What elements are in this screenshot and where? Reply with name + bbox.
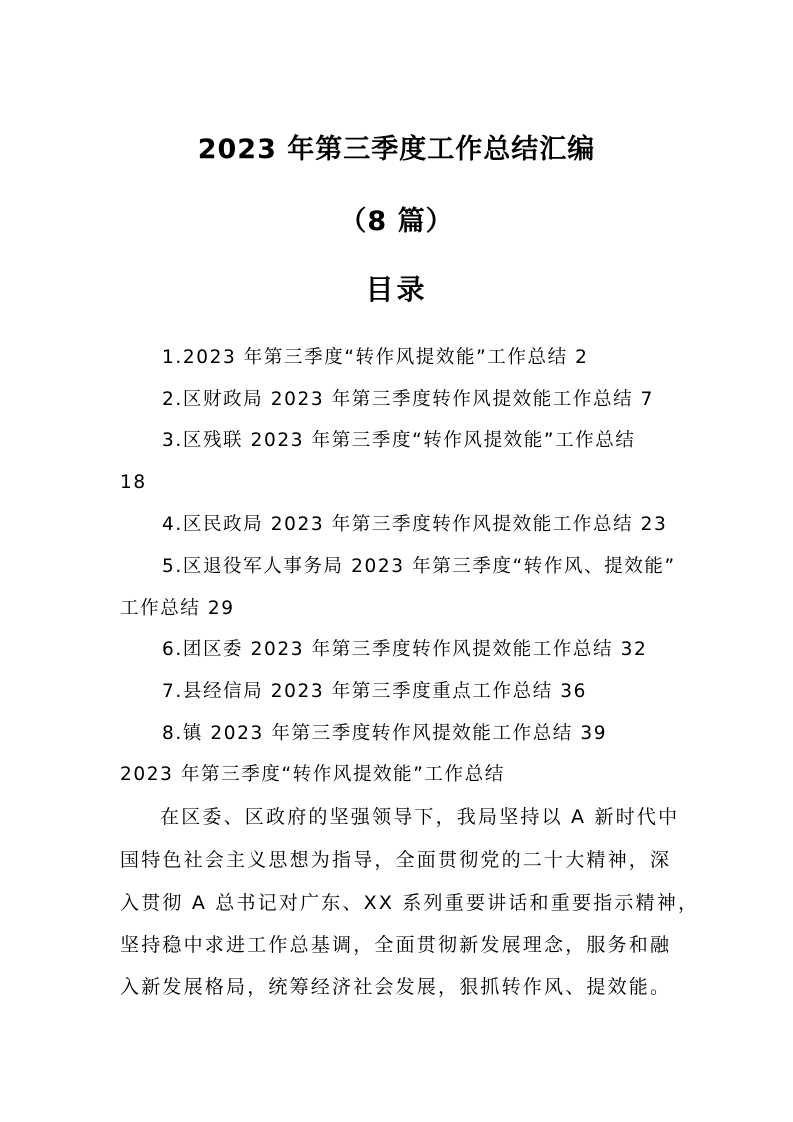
body-line-4: 坚持稳中求进工作总基调，全面贯彻新发展理念，服务和融 <box>120 934 672 956</box>
toc-item-3-page[interactable]: 18 <box>120 472 147 493</box>
toc-item-1[interactable]: 1.2023 年第三季度“转作风提效能”工作总结 2 <box>162 347 589 368</box>
toc-item-8[interactable]: 8.镇 2023 年第三季度转作风提效能工作总结 39 <box>162 723 608 744</box>
toc-item-2[interactable]: 2.区财政局 2023 年第三季度转作风提效能工作总结 7 <box>162 389 655 410</box>
toc-heading: 目录 <box>365 273 428 306</box>
body-line-1: 在区委、区政府的坚强领导下，我局坚持以 A 新时代中 <box>160 806 680 828</box>
toc-item-6[interactable]: 6.团区委 2023 年第三季度转作风提效能工作总结 32 <box>162 639 648 660</box>
toc-item-5[interactable]: 5.区退役军人事务局 2023 年第三季度“转作风、提效能” <box>162 556 676 577</box>
section-heading: 2023 年第三季度“转作风提效能”工作总结 <box>120 764 505 785</box>
body-line-2: 国特色社会主义思想为指导，全面贯彻党的二十大精神，深 <box>120 849 672 871</box>
toc-item-7[interactable]: 7.县经信局 2023 年第三季度重点工作总结 36 <box>162 681 588 702</box>
body-line-5: 入新发展格局，统筹经济社会发展，狠抓转作风、提效能。 <box>120 976 672 998</box>
toc-item-4[interactable]: 4.区民政局 2023 年第三季度转作风提效能工作总结 23 <box>162 514 668 535</box>
body-line-3: 入贯彻 A 总书记对广东、XX 系列重要讲话和重要指示精神， <box>120 892 700 914</box>
toc-item-5-cont[interactable]: 工作总结 29 <box>120 598 235 619</box>
toc-item-3[interactable]: 3.区残联 2023 年第三季度“转作风提效能”工作总结 <box>162 430 636 451</box>
document-subtitle: （8 篇） <box>339 206 454 237</box>
document-title: 2023 年第三季度工作总结汇编 <box>197 134 596 165</box>
